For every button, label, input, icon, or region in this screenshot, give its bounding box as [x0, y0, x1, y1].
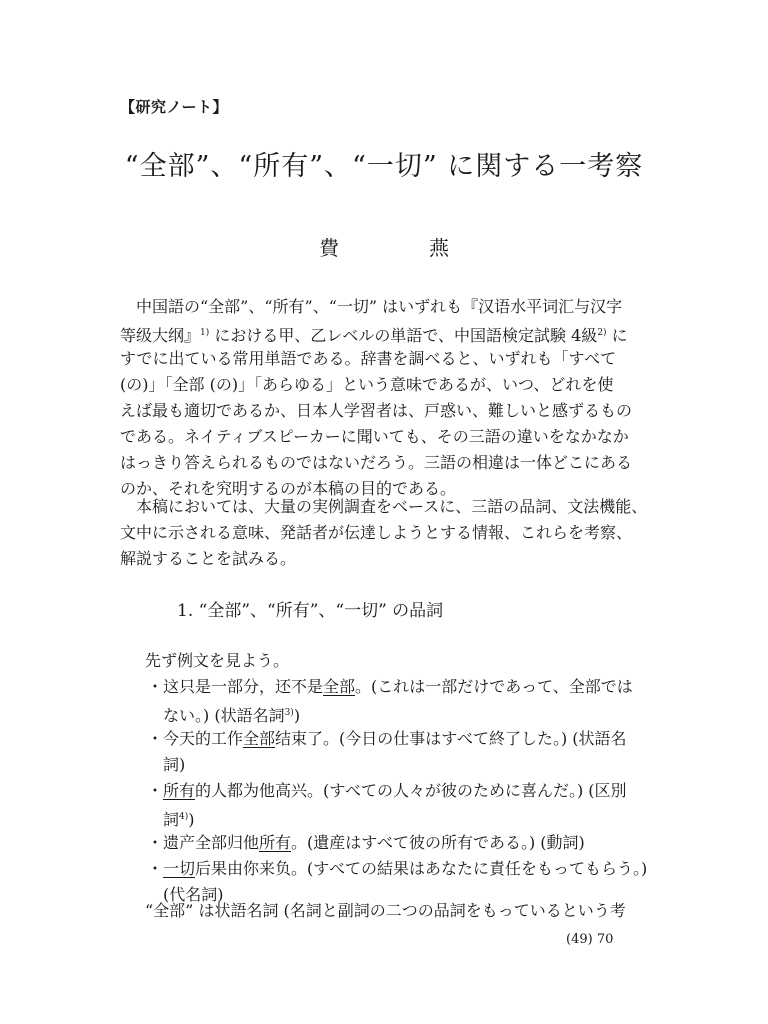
example-list — [145, 674, 655, 908]
text-line: 本稿においては、大量の実例調査をベースに、三語の品詞、文法機能、 — [136, 497, 648, 516]
text-line: 等级大纲』$^{1)}$ における甲、乙レベルの単語で、中国語検定試験 4級$^{2)}$ に — [120, 326, 628, 345]
author-family-name: 費 — [319, 236, 339, 260]
text-line: (の)」「全部 (の)」「あらゆる」という意味であるが、いつ、どれを使 — [120, 375, 614, 394]
example-item: ・ 一切后果由你来负。(すべての結果はあなたに責任をもってもらう。) (代名詞) — [145, 856, 655, 908]
bullet: ・ — [147, 729, 164, 748]
text-line: 中国語の“全部”、“所有”、“一切” はいずれも『汉语水平词汇与汉字 — [136, 297, 623, 316]
author-given-name: 燕 — [429, 236, 449, 260]
underlined-term: 所有 — [259, 833, 292, 852]
footnote-ref-3[interactable]: 3) — [284, 708, 294, 718]
body-text-continued: “全部” は状語名詞 (名詞と副詞の二つの品詞をもっているという考 — [145, 901, 626, 920]
examples-intro: 先ず例文を見よう。 — [145, 651, 290, 670]
text-line: えば最も適切であるか、日本人学習者は、戸惑い、難しいと感ずるもの — [120, 401, 633, 420]
article-title: “全部”、“所有”、“一切” に関する一考察 — [124, 151, 644, 182]
section-1-heading: 1. “全部”、“所有”、“一切” の品詞 — [177, 601, 444, 621]
bullet: ・ — [147, 833, 164, 852]
author-name — [0, 232, 768, 261]
footnote-ref-1[interactable]: 1) — [200, 328, 210, 338]
underlined-term: 所有 — [163, 781, 196, 800]
example-item: ・ 遗产全部归他所有。(遺産はすべて彼の所有である。) (動詞) — [145, 830, 655, 856]
bullet: ・ — [147, 859, 164, 878]
underlined-term: 全部 — [243, 729, 276, 748]
text-line: すでに出ている常用単語である。辞書を調べると、いずれも「すべて — [120, 349, 617, 368]
text-line: はっきり答えられるものではないだろう。三語の相違は一体どこにある — [120, 453, 633, 472]
footnote-ref-2[interactable]: 2) — [597, 328, 607, 338]
bullet: ・ — [147, 677, 164, 696]
bullet: ・ — [147, 781, 164, 800]
text-line: である。ネイティブスピーカーに聞いても、その三語の違いをなかなか — [120, 427, 629, 446]
article-type-label: 【研究ノート】 — [120, 98, 229, 116]
intro-paragraph-2 — [120, 494, 650, 572]
example-item: ・ 这只是一部分，还不是全部。(これは一部だけであって、全部では ない。) (状語名詞$^{3)}$) — [145, 674, 655, 726]
example-item: ・ 所有的人都为他高兴。(すべての人々が彼のために喜んだ。) (区別 詞$^{4)}$) — [145, 778, 655, 830]
underlined-term: 全部 — [323, 677, 356, 696]
text-line: 解説することを試みる。 — [120, 549, 297, 568]
intro-paragraph-1 — [120, 294, 650, 502]
example-item: ・ 今天的工作全部结束了。(今日の仕事はすべて終了した。) (状語名 詞) — [145, 726, 655, 778]
page-number: (49) 70 — [566, 932, 614, 947]
underlined-term: 一切 — [163, 859, 196, 878]
text-line: のか、それを究明するのが本稿の目的である。 — [120, 479, 457, 498]
footnote-ref-4[interactable]: 4) — [179, 812, 189, 822]
text-line: 文中に示される意味、発話者が伝達しようとする情報、これらを考察、 — [120, 523, 633, 542]
